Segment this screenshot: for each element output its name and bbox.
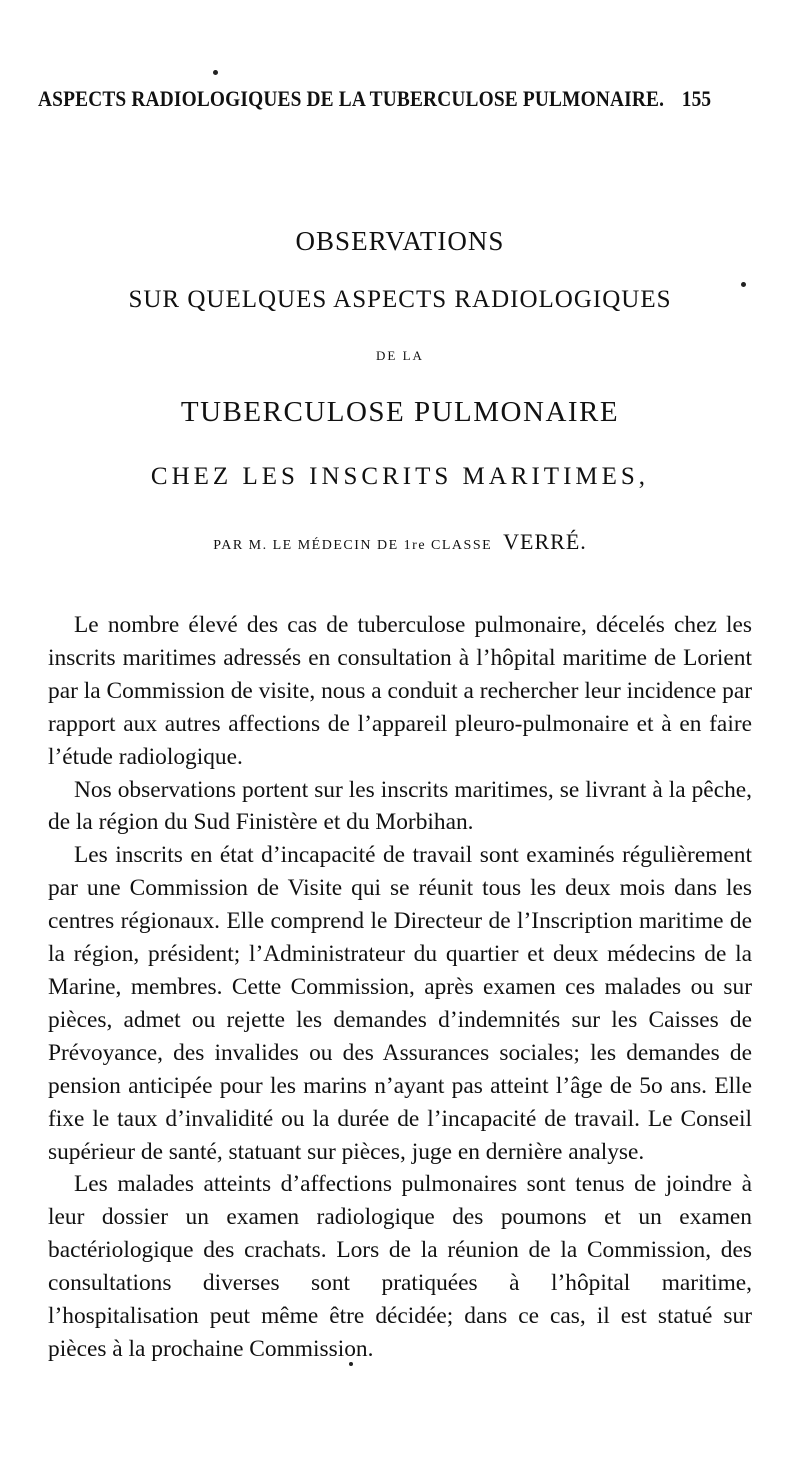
- body-text: [48, 609, 752, 1366]
- print-speck: [349, 1362, 353, 1366]
- paragraph: Les malades atteints d’affections pulmonaires sont tenus de joindre à leur dossier un examen radiologique des poumons et un examen bactériologique des crachats. Lors de la réunion de la Commission, des consultations diverses sont pratiquées à l’hôpital maritime, l’hospitalisation peut même être décidée; dans ce cas, il est statué sur pièces à la prochaine Commission.: [48, 1171, 752, 1362]
- article-title-line-5: CHEZ LES INSCRITS MARITIMES,: [150, 463, 650, 490]
- byline-author: VERRÉ.: [503, 529, 587, 554]
- article-title-line-4: TUBERCULOSE PULMONAIRE: [180, 396, 620, 428]
- paragraph: Les inscrits en état d’incapacité de travail sont examinés régulièrement par une Commission de Visite qui se réunit tous les deux mois dans les centres régionaux. Elle comprend le Directeur de l’Inscription maritime de la région, président; l’Administrateur du quartier et deux médecins de la Marine, membres. Cette Commission, après examen ces malades ou sur pièces, admet ou rejette les demandes d’indemnités sur les Caisses de Prévoyance, des invalides ou des Assurances sociales; les demandes de pension anticipée pour les marins n’ayant pas atteint l’âge de 5o ans. Elle fixe le taux d’invalidité ou la durée de l’incapacité de travail. Le Conseil supérieur de santé, statuant sur pièces, juge en dernière analyse.: [48, 842, 752, 1165]
- article-title-line-1: OBSERVATIONS: [295, 226, 505, 256]
- running-header: [38, 86, 712, 112]
- article-title-line-3: DE LA: [376, 348, 424, 363]
- print-speck: [741, 282, 746, 287]
- page-number: 155: [681, 86, 712, 111]
- byline: [0, 529, 800, 555]
- paragraph: Le nombre élevé des cas de tuberculose pulmonaire, décelés chez les inscrits maritimes adressés en consultation à l’hôpital maritime de Lorient par la Commission de visite, nous a conduit a rechercher leur incidence par rapport aux autres affections de l’appareil pleuro-pulmonaire et à en faire l’étude radiologique.: [48, 612, 752, 770]
- byline-prefix: PAR M. LE MÉDECIN DE 1re CLASSE: [213, 538, 493, 553]
- running-title: ASPECTS RADIOLOGIQUES DE LA TUBERCULOSE PULMONAIRE.: [38, 86, 665, 111]
- print-speck: [213, 70, 218, 75]
- article-title-line-2: SUR QUELQUES ASPECTS RADIOLOGIQUES: [128, 286, 672, 313]
- paragraph: Nos observations portent sur les inscrits maritimes, se livrant à la pêche, de la région du Sud Finistère et du Morbihan.: [48, 776, 752, 836]
